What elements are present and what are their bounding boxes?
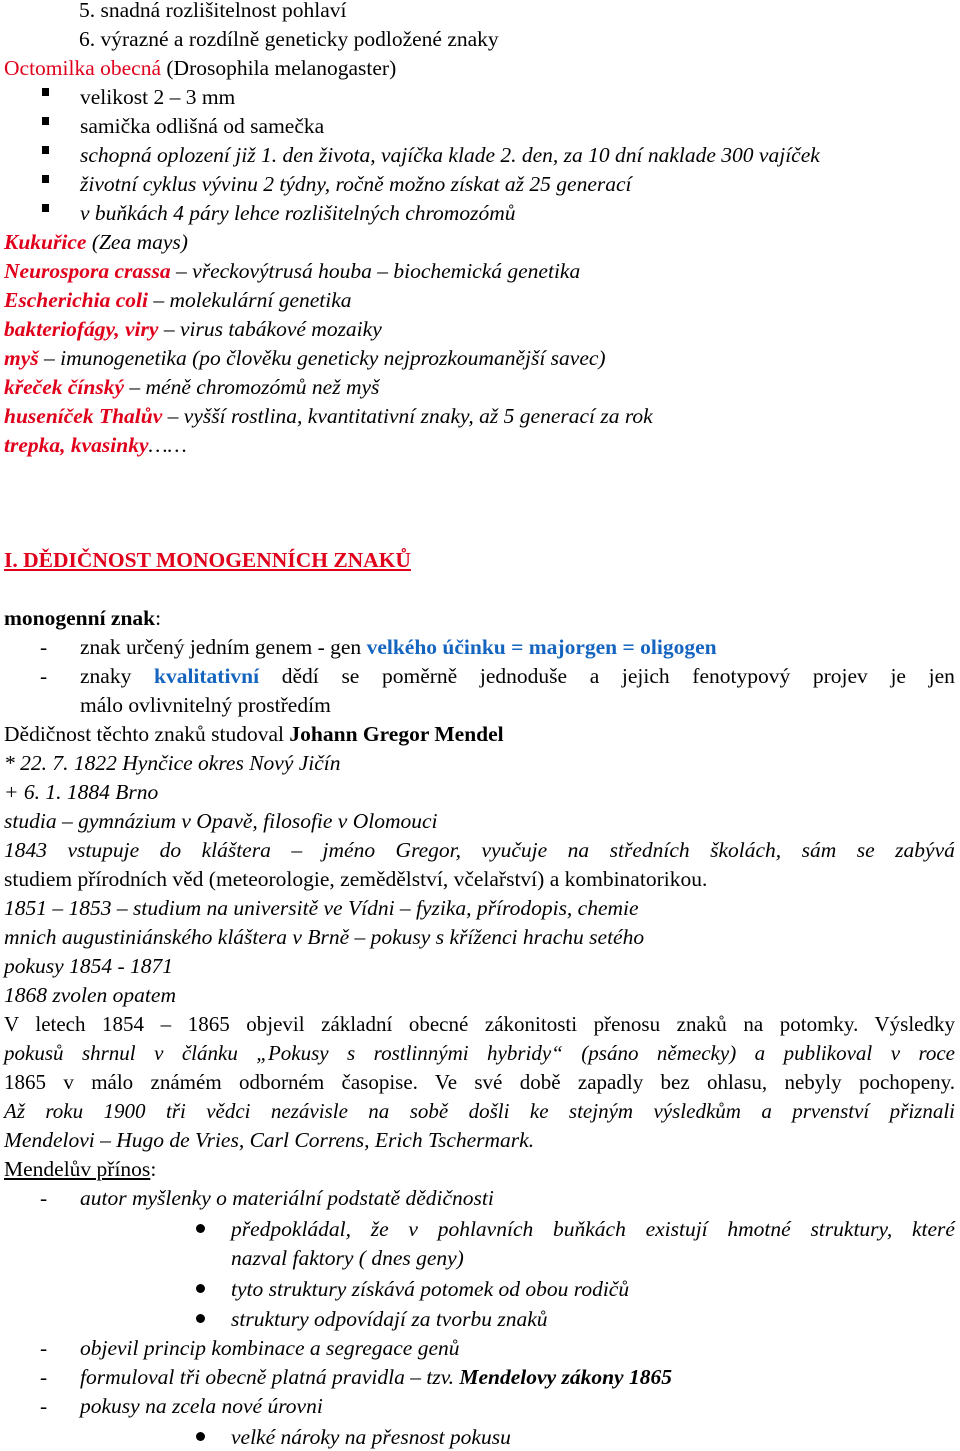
- list-item-5: 5. snadná rozlišitelnost pohlaví: [79, 0, 347, 22]
- drosophila-bullet: velikost 2 – 3 mm: [80, 85, 236, 109]
- organism-name: myš: [4, 346, 39, 370]
- square-bullet-icon: [42, 204, 49, 212]
- word: poměrně: [382, 664, 458, 688]
- bio-monk: mnich augustiniánského kláštera v Brně – pokusy s kříženci hrachu setého: [4, 925, 645, 949]
- bio-para-line: 1865 v málo známém odborném časopise. Ve své době zapadly bez ohlasu, nebyly pochopeny.: [4, 1070, 955, 1094]
- organism-name: Escherichia coli: [4, 288, 148, 312]
- organism-name: bakteriofágy, viry: [4, 317, 159, 341]
- dash-marker: -: [40, 635, 48, 659]
- word: středních: [609, 838, 690, 862]
- bio-abbot: 1868 zvolen opatem: [4, 983, 176, 1007]
- organism-name: křeček čínský: [4, 375, 125, 399]
- word: hmotné: [727, 1217, 791, 1241]
- word: znaky: [80, 664, 132, 688]
- organism-line: [4, 287, 352, 313]
- drosophila-heading: [4, 55, 396, 81]
- word: na: [567, 838, 590, 862]
- word: do: [159, 838, 182, 862]
- list-item-6: 6. výrazné a rozdílně geneticky podložené znaky: [79, 27, 499, 51]
- monogenni-dash-2: [80, 663, 955, 689]
- bullet-dot-icon: [196, 1284, 205, 1293]
- prinos-bullet-4: velké nároky na přesnost pokusu: [231, 1425, 511, 1449]
- word: se: [856, 838, 875, 862]
- dash1-highlight: velkého účinku = majorgen = oligogen: [366, 635, 717, 659]
- dedicnost-text: Dědičnost těchto znaků studoval: [4, 722, 290, 746]
- prinos-bullet-1-cont: nazval faktory ( dnes geny): [231, 1246, 464, 1270]
- word: –: [291, 838, 303, 862]
- word: buňkách: [552, 1217, 626, 1241]
- word: a: [589, 664, 600, 688]
- word: vyučuje: [481, 838, 548, 862]
- bio-para-line: Až roku 1900 tři vědci nezávisle na sobě došli ke stejným výsledkům a prvenství přiznali: [4, 1099, 955, 1123]
- bio-para-last: Mendelovi – Hugo de Vries, Carl Correns, Erich Tschermark.: [4, 1128, 535, 1152]
- bio-experiments: pokusy 1854 - 1871: [4, 954, 173, 978]
- word: je: [890, 664, 906, 688]
- prinos-dash-2: objevil princip kombinace a segregace genů: [80, 1336, 460, 1360]
- bio-studies: studia – gymnázium v Opavě, filosofie v Olomouci: [4, 809, 438, 833]
- drosophila-bullet: životní cyklus vývinu 2 týdny, ročně možno získat až 25 generací: [80, 172, 632, 196]
- mendel-name: Johann Gregor Mendel: [289, 722, 504, 746]
- square-bullet-icon: [42, 146, 49, 154]
- drosophila-bullet: v buňkách 4 páry lehce rozlišitelných chromozómů: [80, 201, 516, 225]
- word-highlight: kvalitativní: [153, 664, 260, 688]
- organism-desc: ……: [148, 433, 187, 457]
- organism-desc: – méně chromozómů než myš: [124, 375, 380, 399]
- word: struktury,: [810, 1217, 893, 1241]
- organism-desc: – virus tabákové mozaiky: [158, 317, 382, 341]
- organism-line: [4, 432, 187, 458]
- word: jen: [928, 664, 955, 688]
- drosophila-name: Octomilka obecná: [4, 56, 162, 80]
- bio-1843-cont: studiem přírodních věd (meteorologie, zemědělství, včelařství) a kombinatorikou.: [4, 867, 708, 891]
- organism-line: [4, 403, 653, 429]
- word: existují: [645, 1217, 708, 1241]
- word: se: [341, 664, 360, 688]
- monogenni-dash-1: [80, 634, 717, 660]
- mendel-laws: Mendelovy zákony 1865: [459, 1365, 672, 1389]
- section-heading: I. DĚDIČNOST MONOGENNÍCH ZNAKŮ: [4, 548, 411, 572]
- drosophila-bullet: samička odlišná od samečka: [80, 114, 325, 138]
- word: zabývá: [895, 838, 955, 862]
- dash-marker: -: [40, 1186, 48, 1210]
- bio-1843: [4, 837, 955, 863]
- bio-born: * 22. 7. 1822 Hynčice okres Nový Jičín: [4, 751, 341, 775]
- word: které: [912, 1217, 955, 1241]
- organism-line: [4, 258, 580, 284]
- dash3-text: formuloval tři obecně platná pravidla – tzv.: [80, 1365, 460, 1389]
- word: Gregor,: [395, 838, 462, 862]
- prinos-bullet-1: [231, 1216, 955, 1242]
- bullet-dot-icon: [196, 1224, 205, 1233]
- organism-name: Neurospora crassa: [4, 259, 171, 283]
- word: pohlavních: [437, 1217, 534, 1241]
- square-bullet-icon: [42, 88, 49, 96]
- organism-desc: – molekulární genetika: [147, 288, 352, 312]
- square-bullet-icon: [42, 175, 49, 183]
- dash1-text: znak určený jedním genem - gen: [80, 635, 367, 659]
- word: v: [408, 1217, 418, 1241]
- word: dědí: [281, 664, 319, 688]
- bio-para-line: V letech 1854 – 1865 objevil základní obecné zákonitosti přenosu znaků na potomky. Výsledky: [4, 1012, 955, 1036]
- prinos-bullet-3: struktury odpovídají za tvorbu znaků: [231, 1307, 548, 1331]
- organism-line: [4, 316, 382, 342]
- monogenni-dash-2-cont: málo ovlivnitelný prostředím: [80, 693, 331, 717]
- dash-marker: -: [40, 1394, 48, 1418]
- bio-para-line: pokusů shrnul v článku „Pokusy s rostlinnými hybridy“ (psáno německy) a publikoval v roce: [4, 1041, 955, 1065]
- monogenni-label: monogenní znak: [4, 606, 156, 630]
- monogenni-colon: :: [155, 606, 162, 630]
- organism-line: [4, 374, 379, 400]
- drosophila-latin: (Drosophila melanogaster): [161, 56, 397, 80]
- word: že: [370, 1217, 389, 1241]
- organism-name: huseníček Thalův: [4, 404, 163, 428]
- organism-line: [4, 229, 188, 255]
- dedicnost-line: [4, 721, 504, 747]
- word: jejich: [621, 664, 670, 688]
- prinos-title-line: [4, 1156, 156, 1182]
- prinos-colon: :: [150, 1157, 157, 1181]
- prinos-dash-3: [80, 1364, 672, 1390]
- drosophila-bullet: schopná oplození již 1. den života, vajíčka klade 2. den, za 10 dní naklade 300 vajíček: [80, 143, 820, 167]
- square-bullet-icon: [42, 117, 49, 125]
- dash-marker: -: [40, 1365, 48, 1389]
- organism-desc: – vyšší rostlina, kvantitativní znaky, až 5 generací za rok: [162, 404, 653, 428]
- prinos-title: Mendelův přínos: [4, 1157, 151, 1181]
- organism-name: Kukuřice: [4, 230, 87, 254]
- word: 1843: [4, 838, 47, 862]
- word: vstupuje: [67, 838, 140, 862]
- word: školách,: [710, 838, 782, 862]
- organism-desc: (Zea mays): [86, 230, 188, 254]
- prinos-dash-1: autor myšlenky o materiální podstatě dědičnosti: [80, 1186, 494, 1210]
- organism-line: [4, 345, 606, 371]
- bio-died: + 6. 1. 1884 Brno: [4, 780, 159, 804]
- bullet-dot-icon: [196, 1432, 205, 1441]
- bio-vienna: 1851 – 1853 – studium na universitě ve Vídni – fyzika, přírodopis, chemie: [4, 896, 639, 920]
- monogenni-label-line: [4, 605, 161, 631]
- dash-marker: -: [40, 1336, 48, 1360]
- dash-marker: -: [40, 664, 48, 688]
- organism-name: trepka, kvasinky: [4, 433, 149, 457]
- word: kláštera: [201, 838, 271, 862]
- word: předpokládal,: [231, 1217, 352, 1241]
- word: fenotypový: [692, 664, 791, 688]
- word: jednoduše: [479, 664, 568, 688]
- word: projev: [812, 664, 868, 688]
- prinos-dash-4: pokusy na zcela nové úrovni: [80, 1394, 323, 1418]
- bullet-dot-icon: [196, 1314, 205, 1323]
- organism-desc: – imunogenetika (po člověku geneticky nejprozkoumanější savec): [38, 346, 606, 370]
- word: jméno: [322, 838, 376, 862]
- organism-desc: – vřeckovýtrusá houba – biochemická genetika: [170, 259, 581, 283]
- word: sám: [801, 838, 837, 862]
- prinos-bullet-2: tyto struktury získává potomek od obou rodičů: [231, 1277, 630, 1301]
